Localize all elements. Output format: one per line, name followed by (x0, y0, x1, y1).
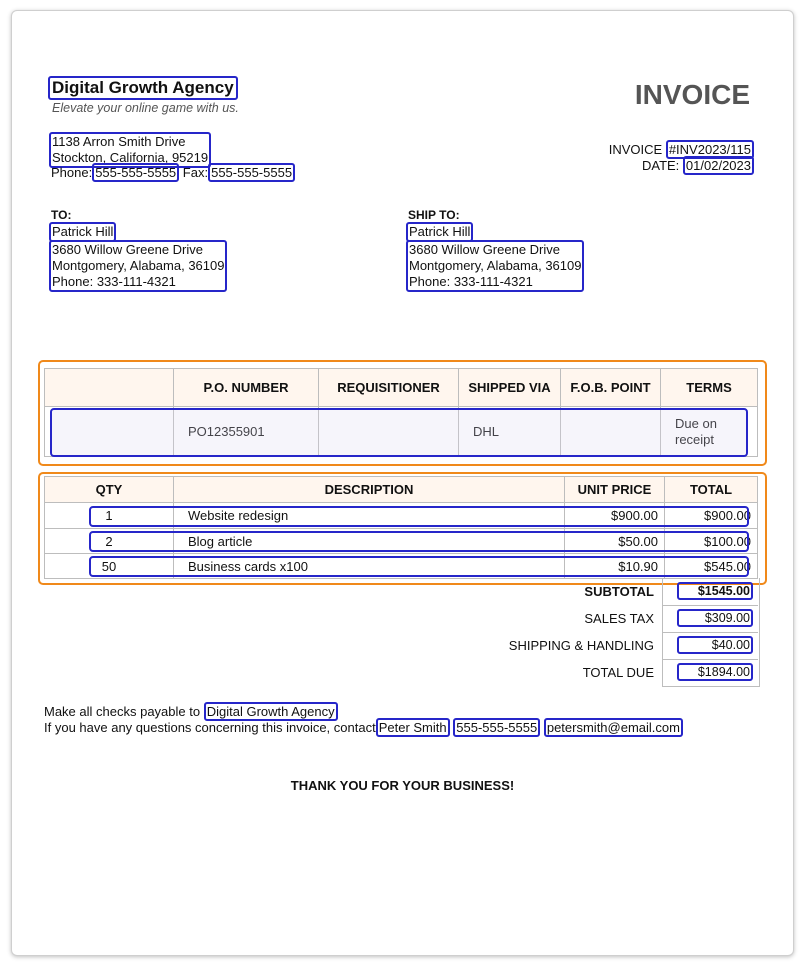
invoice-date: 01/02/2023 (683, 156, 754, 175)
item-unit-price: $900.00 (565, 503, 665, 529)
to-address (49, 240, 227, 292)
items-header-description: DESCRIPTION (174, 477, 565, 503)
items-header-total: TOTAL (665, 477, 758, 503)
total-due-value: $1894.00 (677, 663, 753, 681)
item-total: $545.00 (665, 554, 758, 579)
ship-to-heading: SHIP TO: (408, 208, 460, 222)
items-header-unit-price: UNIT PRICE (565, 477, 665, 503)
ship-to-address-line1: 3680 Willow Greene Drive (409, 242, 561, 257)
contact-phone: 555-555-5555 (453, 718, 540, 737)
item-qty: 50 (45, 554, 174, 579)
table-row (45, 554, 758, 579)
subtotal-label: SUBTOTAL (584, 584, 654, 599)
table-row (45, 529, 758, 554)
invoice-number: #INV2023/115 (666, 140, 754, 159)
order-info-header: TERMS (661, 369, 758, 407)
order-info-row (45, 407, 758, 457)
order-info-header: P.O. NUMBER (174, 369, 319, 407)
ship-to-name: Patrick Hill (406, 222, 473, 242)
phone-label: Phone: (51, 165, 93, 180)
order-info-header: SHIPPED VIA (459, 369, 561, 407)
fax-label: Fax: (182, 165, 209, 180)
contact-name: Peter Smith (376, 718, 450, 737)
shipped-via: DHL (459, 407, 561, 457)
checks-text: Make all checks payable to (44, 704, 201, 719)
terms: Due on receipt (661, 407, 758, 457)
item-qty: 2 (45, 529, 174, 554)
item-qty: 1 (45, 503, 174, 529)
invoice-number-label: INVOICE (608, 142, 663, 157)
company-contact-line (51, 165, 295, 181)
total-due-label: TOTAL DUE (582, 665, 654, 680)
checks-payee: Digital Growth Agency (204, 702, 338, 721)
item-description: Website redesign (174, 503, 565, 529)
item-total: $900.00 (665, 503, 758, 529)
ship-to-phone: Phone: 333-111-4321 (409, 274, 533, 289)
company-fax: 555-555-5555 (208, 163, 295, 182)
to-name: Patrick Hill (49, 222, 116, 242)
checks-line (44, 704, 338, 720)
item-total: $100.00 (665, 529, 758, 554)
order-info-header: REQUISITIONER (319, 369, 459, 407)
company-name: Digital Growth Agency (48, 76, 238, 100)
to-address-line2: Montgomery, Alabama, 36109 (52, 258, 225, 273)
totals-divider (662, 605, 758, 606)
company-phone: 555-555-5555 (92, 163, 179, 182)
thank-you-message: THANK YOU FOR YOUR BUSINESS! (290, 778, 515, 793)
questions-text: If you have any questions concerning this invoice, contact (44, 720, 376, 735)
totals-divider (662, 659, 758, 660)
order-info-header-row (45, 369, 758, 407)
sales-tax-label: SALES TAX (584, 611, 654, 626)
po-number: PO12355901 (174, 407, 319, 457)
invoice-meta (609, 142, 754, 174)
items-table (44, 476, 758, 579)
to-address-line1: 3680 Willow Greene Drive (52, 242, 204, 257)
items-header-qty: QTY (45, 477, 174, 503)
order-info-table (44, 368, 758, 457)
shipping-value: $40.00 (677, 636, 753, 654)
item-description: Blog article (174, 529, 565, 554)
to-phone: Phone: 333-111-4321 (52, 274, 176, 289)
order-info-header: F.O.B. POINT (561, 369, 661, 407)
item-unit-price: $50.00 (565, 529, 665, 554)
company-address-line1: 1138 Arron Smith Drive (52, 134, 186, 149)
requisitioner (319, 407, 459, 457)
order-info-cell (45, 407, 174, 457)
item-unit-price: $10.90 (565, 554, 665, 579)
invoice-title: INVOICE (634, 79, 750, 110)
ship-to-address-line2: Montgomery, Alabama, 36109 (409, 258, 582, 273)
fob-point (561, 407, 661, 457)
order-info-header (45, 369, 174, 407)
subtotal-value: $1545.00 (677, 582, 753, 600)
to-heading: TO: (51, 208, 72, 222)
sales-tax-value: $309.00 (677, 609, 753, 627)
company-tagline: Elevate your online game with us. (52, 101, 239, 115)
ship-to-address (406, 240, 584, 292)
invoice-date-label: DATE: (641, 158, 680, 173)
company-address-line2: Stockton, California, 95219 (52, 150, 209, 165)
shipping-label: SHIPPING & HANDLING (508, 638, 654, 653)
invoice-date-line (609, 158, 754, 174)
totals-divider (662, 632, 758, 633)
questions-line (44, 720, 683, 736)
table-row (45, 503, 758, 529)
items-header-row (45, 477, 758, 503)
item-description: Business cards x100 (174, 554, 565, 579)
contact-email[interactable]: petersmith@email.com (544, 718, 683, 737)
